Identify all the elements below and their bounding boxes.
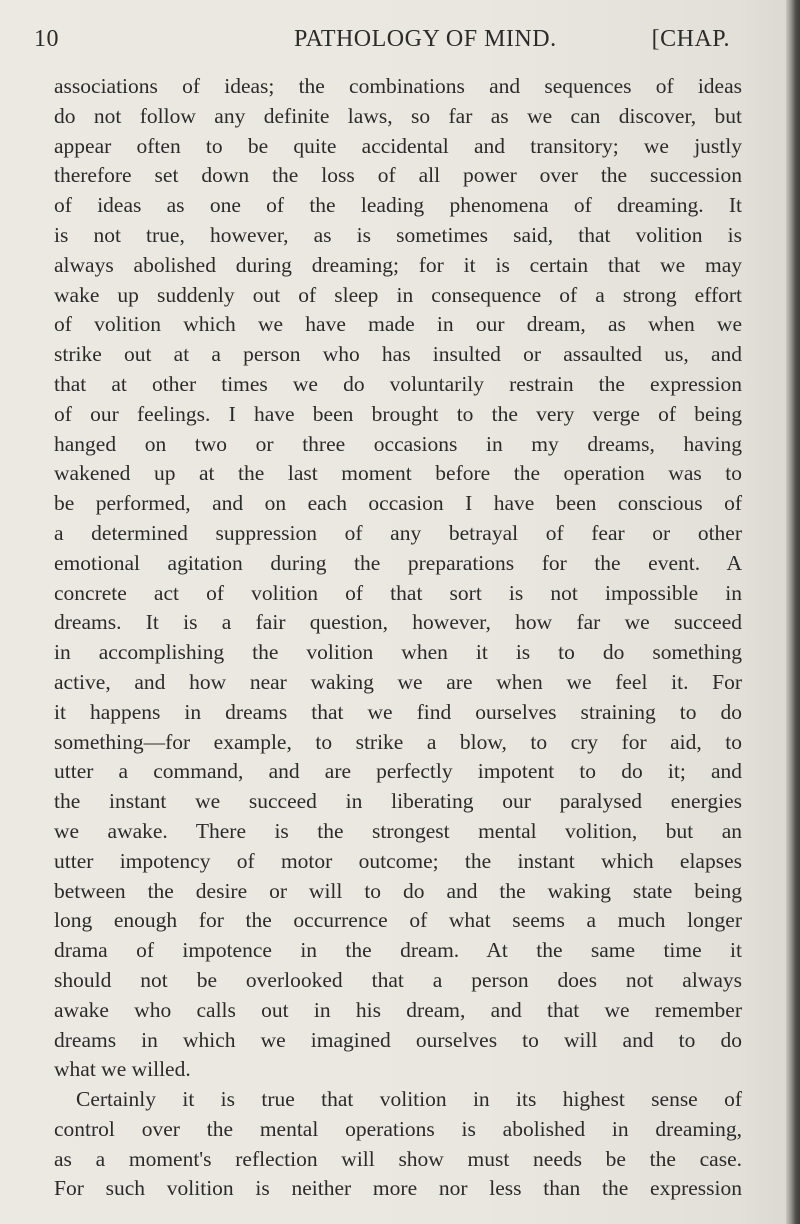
text-line: utter impotency of motor outcome; the instant which elapses [54, 848, 742, 873]
text-line: of our feelings. I have been brought to the very verge of being [54, 401, 742, 426]
text-line: long enough for the occurrence of what seems a much longer [54, 908, 742, 933]
text-line: concrete act of volition of that sort is not impossible in [54, 580, 742, 605]
paragraph-start-line: Certainly it is true that volition in its highest sense of [76, 1087, 742, 1112]
text-line: awake who calls out in his dream, and that we remember [54, 997, 742, 1022]
text-line: control over the mental operations is abolished in dreaming, [54, 1116, 742, 1141]
text-line: the instant we succeed in liberating our paralysed energies [54, 789, 742, 814]
text-line: of ideas as one of the leading phenomena of dreaming. It [54, 193, 742, 218]
text-line: what we willed. [54, 1057, 191, 1082]
text-line: a determined suppression of any betrayal of fear or other [54, 520, 742, 545]
page-number: 10 [34, 26, 59, 52]
text-line: drama of impotence in the dream. At the same time it [54, 938, 742, 963]
text-line: emotional agitation during the preparations for the event. A [54, 550, 742, 575]
text-line: dreams. It is a fair question, however, how far we succeed [54, 610, 742, 635]
running-title: PATHOLOGY OF MIND. [294, 26, 557, 52]
text-line: strike out at a person who has insulted or assaulted us, and [54, 342, 742, 367]
text-line: is not true, however, as is sometimes said, that volition is [54, 222, 742, 247]
page-binding-edge [786, 0, 800, 1224]
text-line: should not be overlooked that a person does not always [54, 967, 742, 992]
text-line: of volition which we have made in our dream, as when we [54, 312, 742, 337]
text-line: dreams in which we imagined ourselves to will and to do [54, 1027, 742, 1052]
text-line: we awake. There is the strongest mental volition, but an [54, 818, 742, 843]
text-line: For such volition is neither more nor less than the expression [54, 1176, 742, 1201]
text-line: associations of ideas; the combinations and sequences of ideas [54, 74, 742, 98]
chapter-tag: [CHAP. [651, 26, 730, 52]
text-line: something—for example, to strike a blow, to cry for aid, to [54, 729, 742, 754]
text-line: always abolished during dreaming; for it is certain that we may [54, 252, 742, 277]
text-line: be performed, and on each occasion I have been conscious of [54, 491, 742, 516]
text-line: as a moment's reflection will show must needs be the case. [54, 1146, 742, 1171]
text-line: therefore set down the loss of all power over the succession [54, 163, 742, 188]
running-header [34, 26, 730, 60]
text-line: it happens in dreams that we find ourselves straining to do [54, 699, 742, 724]
text-line: in accomplishing the volition when it is to do something [54, 640, 742, 665]
body-text [54, 72, 742, 1204]
text-line: hanged on two or three occasions in my dreams, having [54, 431, 742, 456]
text-line: appear often to be quite accidental and transitory; we justly [54, 133, 742, 158]
text-line: wake up suddenly out of sleep in consequence of a strong effort [54, 282, 742, 307]
text-line: that at other times we do voluntarily restrain the expression [54, 371, 742, 396]
text-line: active, and how near waking we are when we feel it. For [54, 669, 742, 694]
text-line: utter a command, and are perfectly impotent to do it; and [54, 759, 742, 784]
text-line: between the desire or will to do and the waking state being [54, 878, 742, 903]
text-line: do not follow any definite laws, so far as we can discover, but [54, 103, 742, 128]
text-line: wakened up at the last moment before the operation was to [54, 461, 742, 486]
